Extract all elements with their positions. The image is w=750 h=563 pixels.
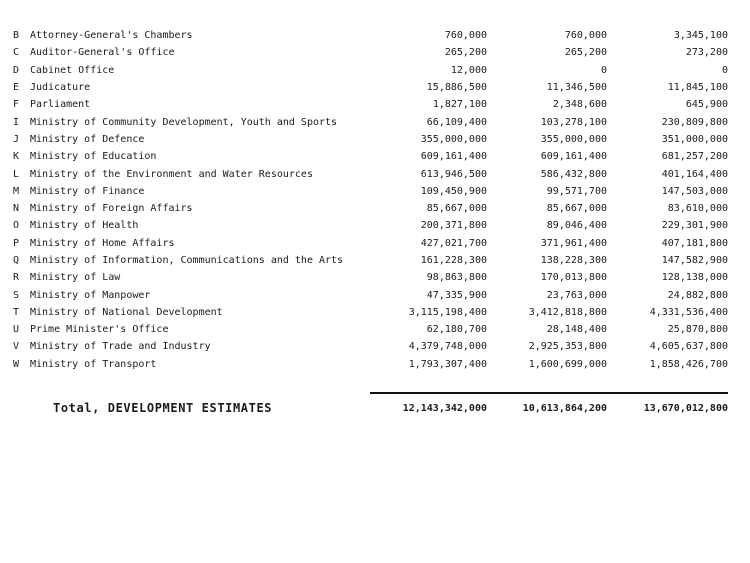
estimate-col2: 265,200 — [564, 47, 607, 59]
estimate-col1: 1,793,307,400 — [408, 358, 487, 370]
estimate-col1: 109,450,900 — [420, 185, 487, 197]
section-code: U — [13, 324, 20, 336]
estimate-col2: 371,961,400 — [540, 237, 607, 249]
ministry-name: Ministry of Finance — [30, 185, 145, 197]
table-row — [13, 304, 728, 321]
estimate-col2: 28,148,400 — [546, 324, 607, 336]
ministry-name: Prime Minister's Office — [30, 324, 169, 336]
table-row — [13, 269, 728, 286]
estimate-col2: 89,046,400 — [546, 220, 607, 232]
table-row — [13, 113, 728, 130]
ministry-name: Ministry of Defence — [30, 133, 145, 145]
estimate-col3: 147,582,900 — [661, 255, 728, 266]
table-row — [13, 200, 728, 217]
total-row — [13, 401, 728, 415]
section-code: Q — [13, 255, 20, 266]
estimate-col1: 85,667,000 — [426, 203, 487, 215]
estimate-col1: 47,335,900 — [426, 289, 487, 301]
table-row — [13, 321, 728, 338]
estimate-col3: 25,870,800 — [667, 324, 728, 336]
estimate-col2: 138,228,300 — [540, 255, 607, 266]
estimate-col3: 401,164,400 — [661, 168, 728, 180]
table-row — [13, 356, 728, 373]
estimate-col3: 4,605,637,800 — [649, 341, 728, 353]
estimate-col2: 11,346,500 — [546, 82, 607, 94]
ministry-name: Ministry of Trade and Industry — [30, 341, 211, 353]
section-code: L — [13, 168, 20, 180]
table-row — [13, 183, 728, 200]
estimate-col3: 1,858,426,700 — [649, 358, 728, 370]
estimate-col1: 609,161,400 — [420, 151, 487, 163]
ministry-name: Parliament — [30, 99, 91, 111]
estimate-col1: 4,379,748,000 — [408, 341, 487, 353]
ministry-name: Ministry of Home Affairs — [30, 237, 175, 249]
total-estimate-col3: 13,670,012,800 — [643, 402, 728, 414]
ministry-name: Ministry of the Environment and Water Resources — [30, 168, 313, 180]
estimate-col3: 3,345,100 — [673, 30, 728, 42]
table-row — [13, 286, 728, 303]
estimate-col1: 161,228,300 — [420, 255, 487, 266]
estimate-col2: 23,763,000 — [546, 289, 607, 301]
estimate-col1: 427,021,700 — [420, 237, 487, 249]
ministry-name: Ministry of Health — [30, 220, 139, 232]
estimate-col3: 128,138,000 — [661, 272, 728, 284]
estimate-col2: 355,000,000 — [540, 133, 607, 145]
estimate-col2: 609,161,400 — [540, 151, 607, 163]
ministry-name: Ministry of Education — [30, 151, 157, 163]
estimate-col3: 147,503,000 — [661, 185, 728, 197]
section-code: O — [13, 220, 20, 232]
estimate-col3: 4,331,536,400 — [649, 306, 728, 318]
estimate-col3: 83,610,000 — [667, 203, 728, 215]
table-row — [13, 235, 728, 252]
ministry-name: Ministry of Manpower — [30, 289, 151, 301]
table-row — [13, 148, 728, 165]
section-code: S — [13, 289, 20, 301]
table-row — [13, 131, 728, 148]
estimate-col2: 103,278,100 — [540, 116, 607, 128]
estimate-col2: 760,000 — [564, 30, 607, 42]
estimate-col2: 2,348,600 — [552, 99, 607, 111]
section-code: M — [13, 185, 20, 197]
table-row — [13, 79, 728, 96]
section-code: B — [13, 30, 20, 42]
estimate-col3: 24,882,800 — [667, 289, 728, 301]
estimate-col1: 3,115,198,400 — [408, 306, 487, 318]
total-separator-line — [370, 392, 728, 394]
section-code: I — [13, 116, 20, 128]
estimates-table — [13, 27, 728, 373]
estimate-col1: 613,946,500 — [420, 168, 487, 180]
table-row — [13, 217, 728, 234]
estimate-col2: 2,925,353,800 — [528, 341, 607, 353]
section-code: P — [13, 237, 20, 249]
table-row — [13, 338, 728, 355]
ministry-name: Judicature — [30, 82, 91, 94]
table-row — [13, 165, 728, 182]
estimate-col1: 98,863,800 — [426, 272, 487, 284]
estimate-col2: 0 — [600, 64, 607, 76]
section-code: K — [13, 151, 20, 163]
estimate-col2: 170,013,800 — [540, 272, 607, 284]
section-code: N — [13, 203, 20, 215]
section-code: V — [13, 341, 20, 353]
estimate-col3: 681,257,200 — [661, 151, 728, 163]
estimate-col1: 1,827,100 — [432, 99, 487, 111]
estimate-col3: 230,809,800 — [661, 116, 728, 128]
estimate-col3: 645,900 — [685, 99, 728, 111]
ministry-name: Ministry of National Development — [30, 306, 223, 318]
table-row — [13, 44, 728, 61]
estimate-col3: 0 — [721, 64, 728, 76]
section-code: R — [13, 272, 20, 284]
table-row — [13, 252, 728, 269]
estimate-col1: 355,000,000 — [420, 133, 487, 145]
estimate-col2: 3,412,818,800 — [528, 306, 607, 318]
total-estimate-col1: 12,143,342,000 — [402, 402, 487, 414]
table-row — [13, 27, 728, 44]
section-code: T — [13, 306, 20, 318]
estimate-col2: 1,600,699,000 — [528, 358, 607, 370]
ministry-name: Cabinet Office — [30, 64, 115, 76]
section-code: F — [13, 99, 20, 111]
total-label: Total, DEVELOPMENT ESTIMATES — [53, 401, 273, 415]
estimate-col1: 12,000 — [450, 64, 487, 76]
estimate-col1: 760,000 — [444, 30, 487, 42]
table-row — [13, 62, 728, 79]
estimate-col1: 62,180,700 — [426, 324, 487, 336]
ministry-name: Ministry of Foreign Affairs — [30, 203, 193, 215]
estimate-col3: 11,845,100 — [667, 82, 728, 94]
estimate-col2: 99,571,700 — [546, 185, 607, 197]
estimate-col1: 15,886,500 — [426, 82, 487, 94]
estimate-col2: 85,667,000 — [546, 203, 607, 215]
estimate-col2: 586,432,800 — [540, 168, 607, 180]
estimate-col1: 66,109,400 — [426, 116, 487, 128]
total-estimate-col2: 10,613,864,200 — [522, 402, 607, 414]
section-code: C — [13, 47, 20, 59]
estimate-col3: 407,181,800 — [661, 237, 728, 249]
section-code: E — [13, 82, 20, 94]
estimate-col1: 265,200 — [444, 47, 487, 59]
estimate-col1: 200,371,800 — [420, 220, 487, 232]
ministry-name: Attorney-General's Chambers — [30, 30, 193, 42]
ministry-name: Auditor-General's Office — [30, 47, 175, 59]
ministry-name: Ministry of Law — [30, 272, 121, 284]
ministry-name: Ministry of Transport — [30, 358, 157, 370]
estimate-col3: 351,000,000 — [661, 133, 728, 145]
section-code: D — [13, 64, 20, 76]
ministry-name: Ministry of Information, Communications and the Arts — [30, 255, 344, 266]
table-row — [13, 96, 728, 113]
section-code: J — [13, 133, 20, 145]
estimate-col3: 229,301,900 — [661, 220, 728, 232]
section-code: W — [13, 358, 20, 370]
estimate-col3: 273,200 — [685, 47, 728, 59]
ministry-name: Ministry of Community Development, Youth and Sports — [30, 116, 338, 128]
